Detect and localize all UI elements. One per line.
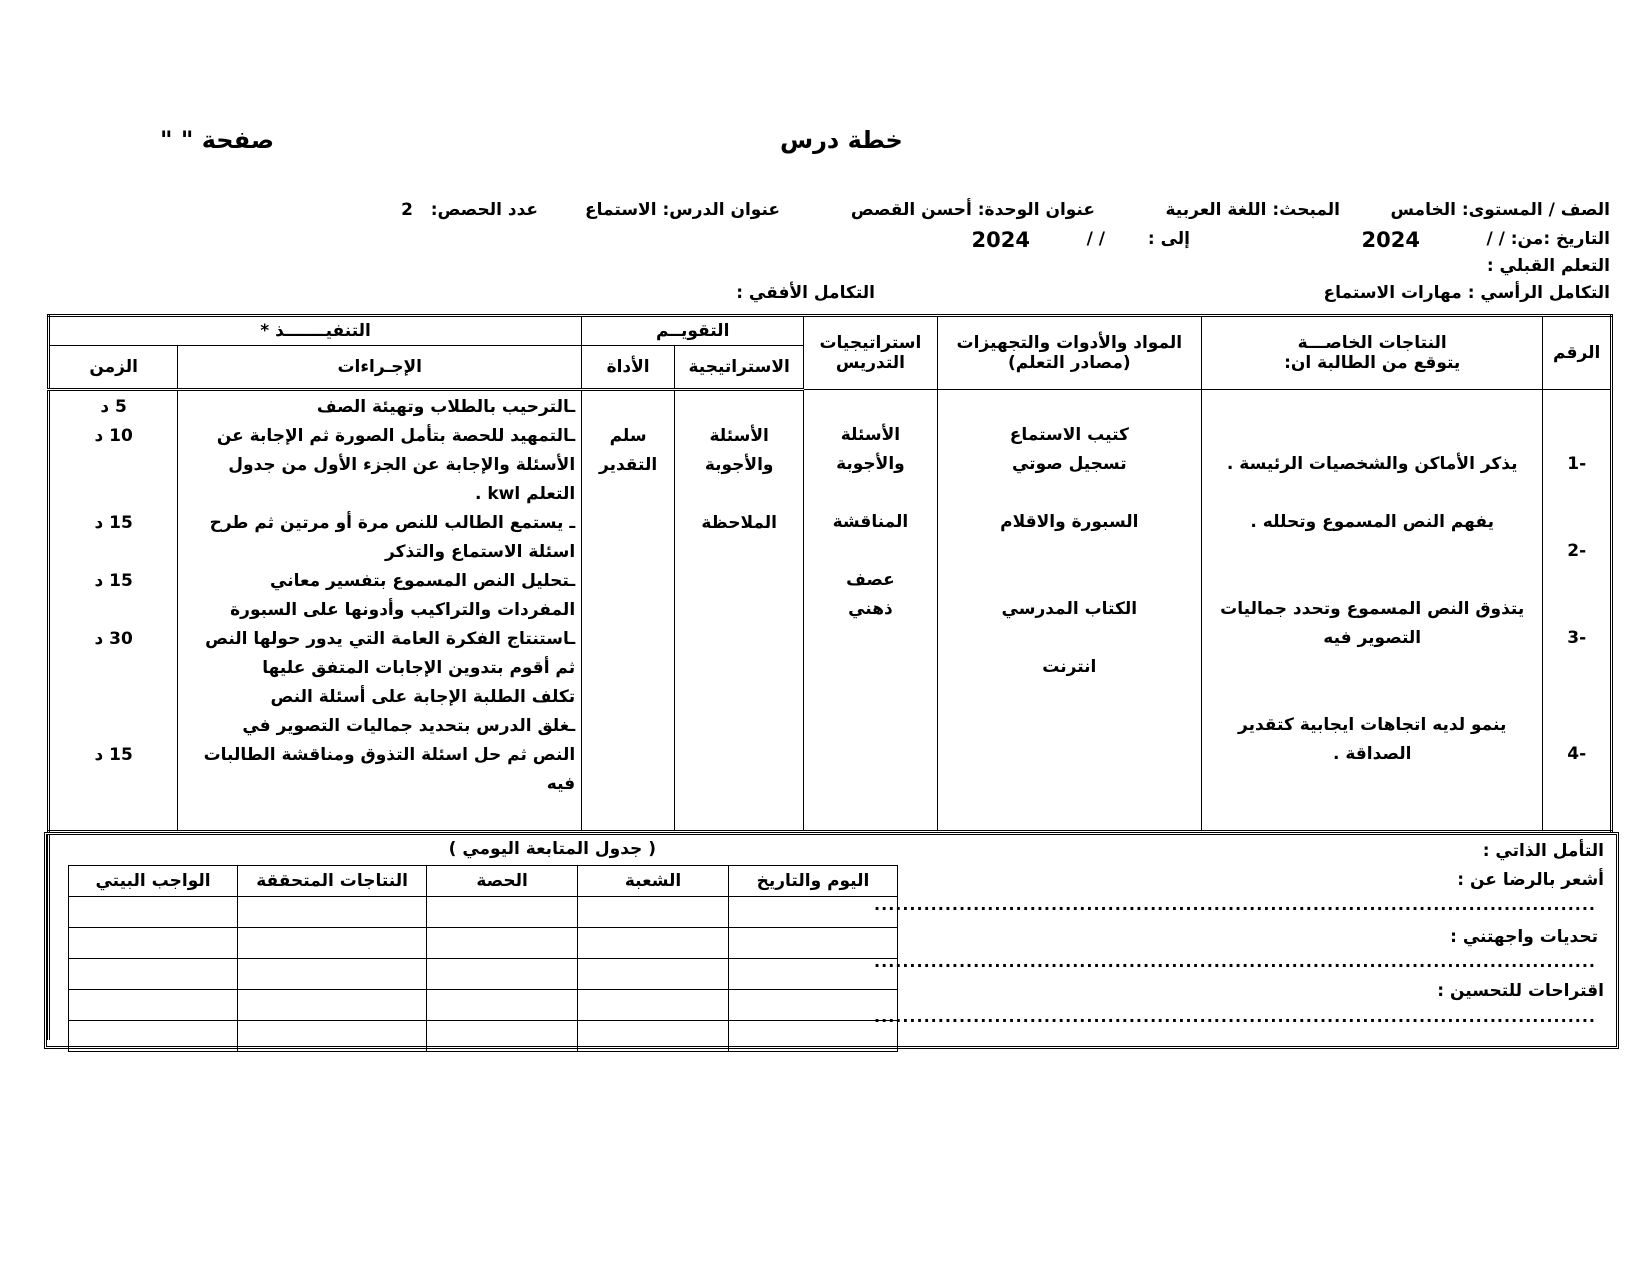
time-line xyxy=(56,596,171,625)
eval-strategy-column xyxy=(675,390,804,832)
eval-strategy-line: الأسئلة xyxy=(709,426,769,446)
eval-strategy-line xyxy=(681,741,797,770)
strategy-line: عصف xyxy=(846,570,895,590)
eval-tool-line xyxy=(588,596,668,625)
followup-cell xyxy=(728,990,897,1021)
eval-strategy-line xyxy=(681,480,797,509)
material-line: الكتاب المدرسي xyxy=(1001,599,1138,619)
date-to-label: إلى : xyxy=(1147,229,1190,249)
header-eval-tool: الأداة xyxy=(582,346,675,390)
followup-cell xyxy=(238,928,427,959)
followup-cell xyxy=(578,959,729,990)
eval-strategy-line xyxy=(681,596,797,625)
followup-row xyxy=(69,1021,898,1052)
eval-tool-line xyxy=(588,538,668,567)
material-line: تسجيل صوتي xyxy=(1011,454,1127,474)
strategy-line xyxy=(810,740,930,769)
time-line: 5 د xyxy=(100,397,127,417)
outcome-number xyxy=(1549,421,1604,450)
material-line xyxy=(944,392,1196,421)
followup-cell xyxy=(578,990,729,1021)
eval-tool-line xyxy=(588,480,668,509)
time-line xyxy=(56,770,171,799)
header-strategies-line2: التدريس xyxy=(835,353,905,373)
periods-count-label: عدد الحصص: xyxy=(430,200,538,220)
followup-cell xyxy=(69,990,238,1021)
time-column xyxy=(49,390,178,832)
strategy-line xyxy=(810,682,930,711)
procedure-line: المفردات والتراكيب وأدونها على السبورة xyxy=(230,600,576,620)
eval-tool-column xyxy=(582,390,675,832)
material-line: كتيب الاستماع xyxy=(1009,425,1129,445)
strategy-line: الأسئلة xyxy=(840,425,901,445)
material-line xyxy=(944,479,1196,508)
procedure-line: ـالترحيب بالطلاب وتهيئة الصف xyxy=(316,397,576,417)
strategy-line xyxy=(810,624,930,653)
followup-col-homework: الواجب البيتي xyxy=(69,866,238,897)
subject: المبحث: اللغة العربية xyxy=(1165,200,1340,220)
header-outcomes-line1: النتاجات الخاصـــة xyxy=(1297,333,1447,353)
year-to: 2024 xyxy=(971,228,1030,252)
outcome-line: ينمو لديه اتجاهات ايجابية كتقدير xyxy=(1238,715,1507,735)
outcome-line: يتذوق النص المسموع وتحدد جماليات xyxy=(1220,599,1525,619)
followup-cell xyxy=(578,897,729,928)
eval-strategy-line xyxy=(681,538,797,567)
header-strategies-line1: استراتيجيات xyxy=(819,333,922,353)
material-line: السبورة والاقلام xyxy=(1000,512,1139,532)
header-strategies xyxy=(804,316,937,390)
procedure-line: ـاستنتاج الفكرة العامة التي يدور حولها النص xyxy=(205,629,576,649)
lesson-title: عنوان الدرس: الاستماع xyxy=(585,200,780,220)
materials-column xyxy=(937,390,1202,832)
material-line xyxy=(944,537,1196,566)
procedure-line: النص ثم حل اسئلة التذوق ومناقشة الطالبات xyxy=(203,745,576,765)
followup-cell xyxy=(728,897,897,928)
header-materials-line2: (مصادر التعلم) xyxy=(1007,353,1131,373)
self-reflection-section xyxy=(874,835,1616,1040)
outcome-number xyxy=(1549,769,1604,798)
followup-cell xyxy=(238,897,427,928)
procedure-line: فيه xyxy=(546,774,576,794)
followup-cell xyxy=(427,897,578,928)
outcome-number xyxy=(1549,653,1604,682)
eval-strategy-line xyxy=(681,683,797,712)
material-line xyxy=(944,798,1196,827)
outcome-line: التصوير فيه xyxy=(1323,628,1422,648)
eval-strategy-line xyxy=(681,799,797,828)
time-line: 30 د xyxy=(94,629,133,649)
strategy-line xyxy=(810,479,930,508)
eval-strategy-line xyxy=(681,654,797,683)
time-line xyxy=(56,451,171,480)
satisfaction-dots: ...................................................................................................... xyxy=(874,895,1596,914)
followup-col-outcomes: النتاجات المتحققة xyxy=(238,866,427,897)
strategy-line xyxy=(810,798,930,827)
followup-cell xyxy=(728,928,897,959)
time-line: 15 د xyxy=(94,571,133,591)
eval-tool-line: سلم xyxy=(609,426,647,446)
strategy-line xyxy=(810,537,930,566)
eval-tool-line xyxy=(588,683,668,712)
outcome-number xyxy=(1549,392,1604,421)
procedures-column xyxy=(178,390,582,832)
time-line: 15 د xyxy=(94,745,133,765)
suggestions-label: اقتراحات للتحسين : xyxy=(1437,981,1604,1001)
eval-tool-line xyxy=(588,712,668,741)
followup-col-day-date: اليوم والتاريخ xyxy=(728,866,897,897)
followup-row xyxy=(69,959,898,990)
strategy-line: والأجوبة xyxy=(836,454,905,474)
followup-cell xyxy=(69,897,238,928)
procedure-line: تكلف الطلبة الإجابة على أسئلة النص xyxy=(270,687,576,707)
outcome-number xyxy=(1549,711,1604,740)
number-column xyxy=(1543,390,1612,832)
followup-cell xyxy=(238,990,427,1021)
outcome-number xyxy=(1549,798,1604,827)
eval-strategy-line xyxy=(681,567,797,596)
followup-cell xyxy=(578,1021,729,1052)
eval-strategy-line: والأجوبة xyxy=(704,455,774,475)
eval-strategy-line: الملاحظة xyxy=(701,513,777,533)
followup-row xyxy=(69,990,898,1021)
eval-strategy-line xyxy=(681,393,797,422)
outcome-line xyxy=(1208,479,1536,508)
outcomes-column xyxy=(1202,390,1543,832)
eval-strategy-line xyxy=(681,712,797,741)
followup-col-section: الشعبة xyxy=(578,866,729,897)
self-reflection-title: التأمل الذاتي : xyxy=(1482,841,1604,861)
procedure-line: الأسئلة والإجابة عن الجزء الأول من جدول xyxy=(228,455,576,475)
daily-followup-table xyxy=(68,865,898,1052)
followup-cell xyxy=(238,1021,427,1052)
eval-tool-line: التقدير xyxy=(599,455,658,475)
outcome-line: يذكر الأماكن والشخصيات الرئيسة . xyxy=(1226,454,1518,474)
outcome-line xyxy=(1208,798,1536,827)
followup-cell xyxy=(427,1021,578,1052)
material-line xyxy=(944,566,1196,595)
eval-tool-line xyxy=(588,509,668,538)
eval-strategy-line xyxy=(681,770,797,799)
followup-cell xyxy=(69,959,238,990)
header-execution: التنفيـــــــذ * xyxy=(49,316,582,346)
header-materials xyxy=(937,316,1202,390)
page-title: خطة درس xyxy=(780,126,903,154)
unit-title: عنوان الوحدة: أحسن القصص xyxy=(850,200,1095,220)
material-line xyxy=(944,682,1196,711)
outcome-number xyxy=(1549,508,1604,537)
eval-tool-line xyxy=(588,799,668,828)
strategies-column xyxy=(804,390,937,832)
header-number: الرقم xyxy=(1543,316,1612,390)
satisfaction-label: أشعر بالرضا عن : xyxy=(1457,870,1604,890)
outcome-line: الصداقة . xyxy=(1332,744,1412,764)
strategy-line xyxy=(810,392,930,421)
date-from: التاريخ :من: / / xyxy=(1486,229,1610,249)
outcome-number: -3 xyxy=(1567,628,1587,648)
followup-cell xyxy=(69,928,238,959)
strategy-line: المناقشة xyxy=(832,512,909,532)
eval-tool-line xyxy=(588,654,668,683)
prior-learning: التعلم القبلي : xyxy=(1486,256,1610,276)
bottom-section xyxy=(44,832,1619,1049)
material-line xyxy=(944,711,1196,740)
time-line xyxy=(56,683,171,712)
outcome-line xyxy=(1208,653,1536,682)
daily-followup-section xyxy=(47,835,956,1040)
time-line: 15 د xyxy=(94,513,133,533)
procedure-line: ـ يستمع الطالب للنص مرة أو مرتين ثم طرح xyxy=(209,513,576,533)
outcome-line xyxy=(1208,537,1536,566)
eval-strategy-line xyxy=(681,625,797,654)
followup-cell xyxy=(238,959,427,990)
grade-level: الصف / المستوى: الخامس xyxy=(1390,200,1610,220)
header-time: الزمن xyxy=(49,346,178,390)
challenges-label: تحديات واجهتني : xyxy=(1450,927,1598,947)
eval-tool-line xyxy=(588,741,668,770)
followup-cell xyxy=(69,1021,238,1052)
lesson-plan-table xyxy=(47,314,1613,833)
material-line: انترنت xyxy=(1042,657,1097,677)
procedure-line: ـتحليل النص المسموع بتفسير معاني xyxy=(270,571,576,591)
material-line xyxy=(944,769,1196,798)
eval-tool-line xyxy=(588,393,668,422)
procedure-line: ثم أقوم بتدوين الإجابات المتفق عليها xyxy=(262,658,576,678)
periods-count-value: 2 xyxy=(401,200,413,220)
outcome-number: -4 xyxy=(1567,744,1587,764)
strategy-line: ذهني xyxy=(848,599,893,619)
outcome-number xyxy=(1549,479,1604,508)
followup-row xyxy=(69,928,898,959)
outcome-number xyxy=(1549,566,1604,595)
outcome-line xyxy=(1208,392,1536,421)
outcome-line xyxy=(1208,421,1536,450)
horizontal-integration: التكامل الأفقي : xyxy=(736,283,875,303)
outcome-number xyxy=(1549,595,1604,624)
header-outcomes xyxy=(1202,316,1543,390)
time-line xyxy=(56,712,171,741)
suggestions-dots: ...................................................................................................... xyxy=(874,1007,1596,1026)
outcome-line: يفهم النص المسموع وتحلله . xyxy=(1250,512,1495,532)
strategy-line xyxy=(810,653,930,682)
procedure-line: اسئلة الاستماع والتذكر xyxy=(385,542,576,562)
outcome-line xyxy=(1208,566,1536,595)
outcome-line xyxy=(1208,769,1536,798)
followup-cell xyxy=(427,928,578,959)
header-procedures: الإجـراءات xyxy=(178,346,582,390)
vertical-integration: التكامل الرأسي : مهارات الاستماع xyxy=(1323,283,1610,303)
eval-tool-line xyxy=(588,770,668,799)
material-line xyxy=(944,624,1196,653)
eval-tool-line xyxy=(588,625,668,654)
followup-cell xyxy=(728,1021,897,1052)
header-eval-strategy: الاستراتيجية xyxy=(675,346,804,390)
material-line xyxy=(944,740,1196,769)
time-line: 10 د xyxy=(94,426,133,446)
outcome-number: -2 xyxy=(1567,541,1587,561)
followup-cell xyxy=(578,928,729,959)
header-evaluation: التقويــم xyxy=(582,316,804,346)
challenges-dots: ...................................................................................................... xyxy=(874,952,1596,971)
time-line xyxy=(56,538,171,567)
strategy-line xyxy=(810,769,930,798)
outcome-number: -1 xyxy=(1567,454,1587,474)
followup-cell xyxy=(427,990,578,1021)
date-to-slashes: / / xyxy=(1086,229,1105,249)
procedure-line: التعلم kwl . xyxy=(474,484,576,504)
time-line xyxy=(56,480,171,509)
followup-cell xyxy=(728,959,897,990)
followup-col-period: الحصة xyxy=(427,866,578,897)
outcome-number xyxy=(1549,682,1604,711)
daily-followup-title: ( جدول المتابعة اليومي ) xyxy=(448,839,656,859)
eval-tool-line xyxy=(588,567,668,596)
year-from: 2024 xyxy=(1361,228,1420,252)
procedure-line: ـالتمهيد للحصة بتأمل الصورة ثم الإجابة عن xyxy=(216,426,576,446)
procedure-line: ـغلق الدرس بتحديد جماليات التصوير في xyxy=(242,716,576,736)
procedure-line xyxy=(184,799,575,828)
time-line xyxy=(56,799,171,828)
strategy-line xyxy=(810,711,930,740)
header-materials-line1: المواد والأدوات والتجهيزات xyxy=(956,333,1183,353)
time-line xyxy=(56,654,171,683)
followup-cell xyxy=(427,959,578,990)
header-outcomes-line2: يتوقع من الطالبة ان: xyxy=(1284,353,1461,373)
page-number-label: صفحة " " xyxy=(160,126,275,154)
followup-row xyxy=(69,897,898,928)
outcome-line xyxy=(1208,682,1536,711)
